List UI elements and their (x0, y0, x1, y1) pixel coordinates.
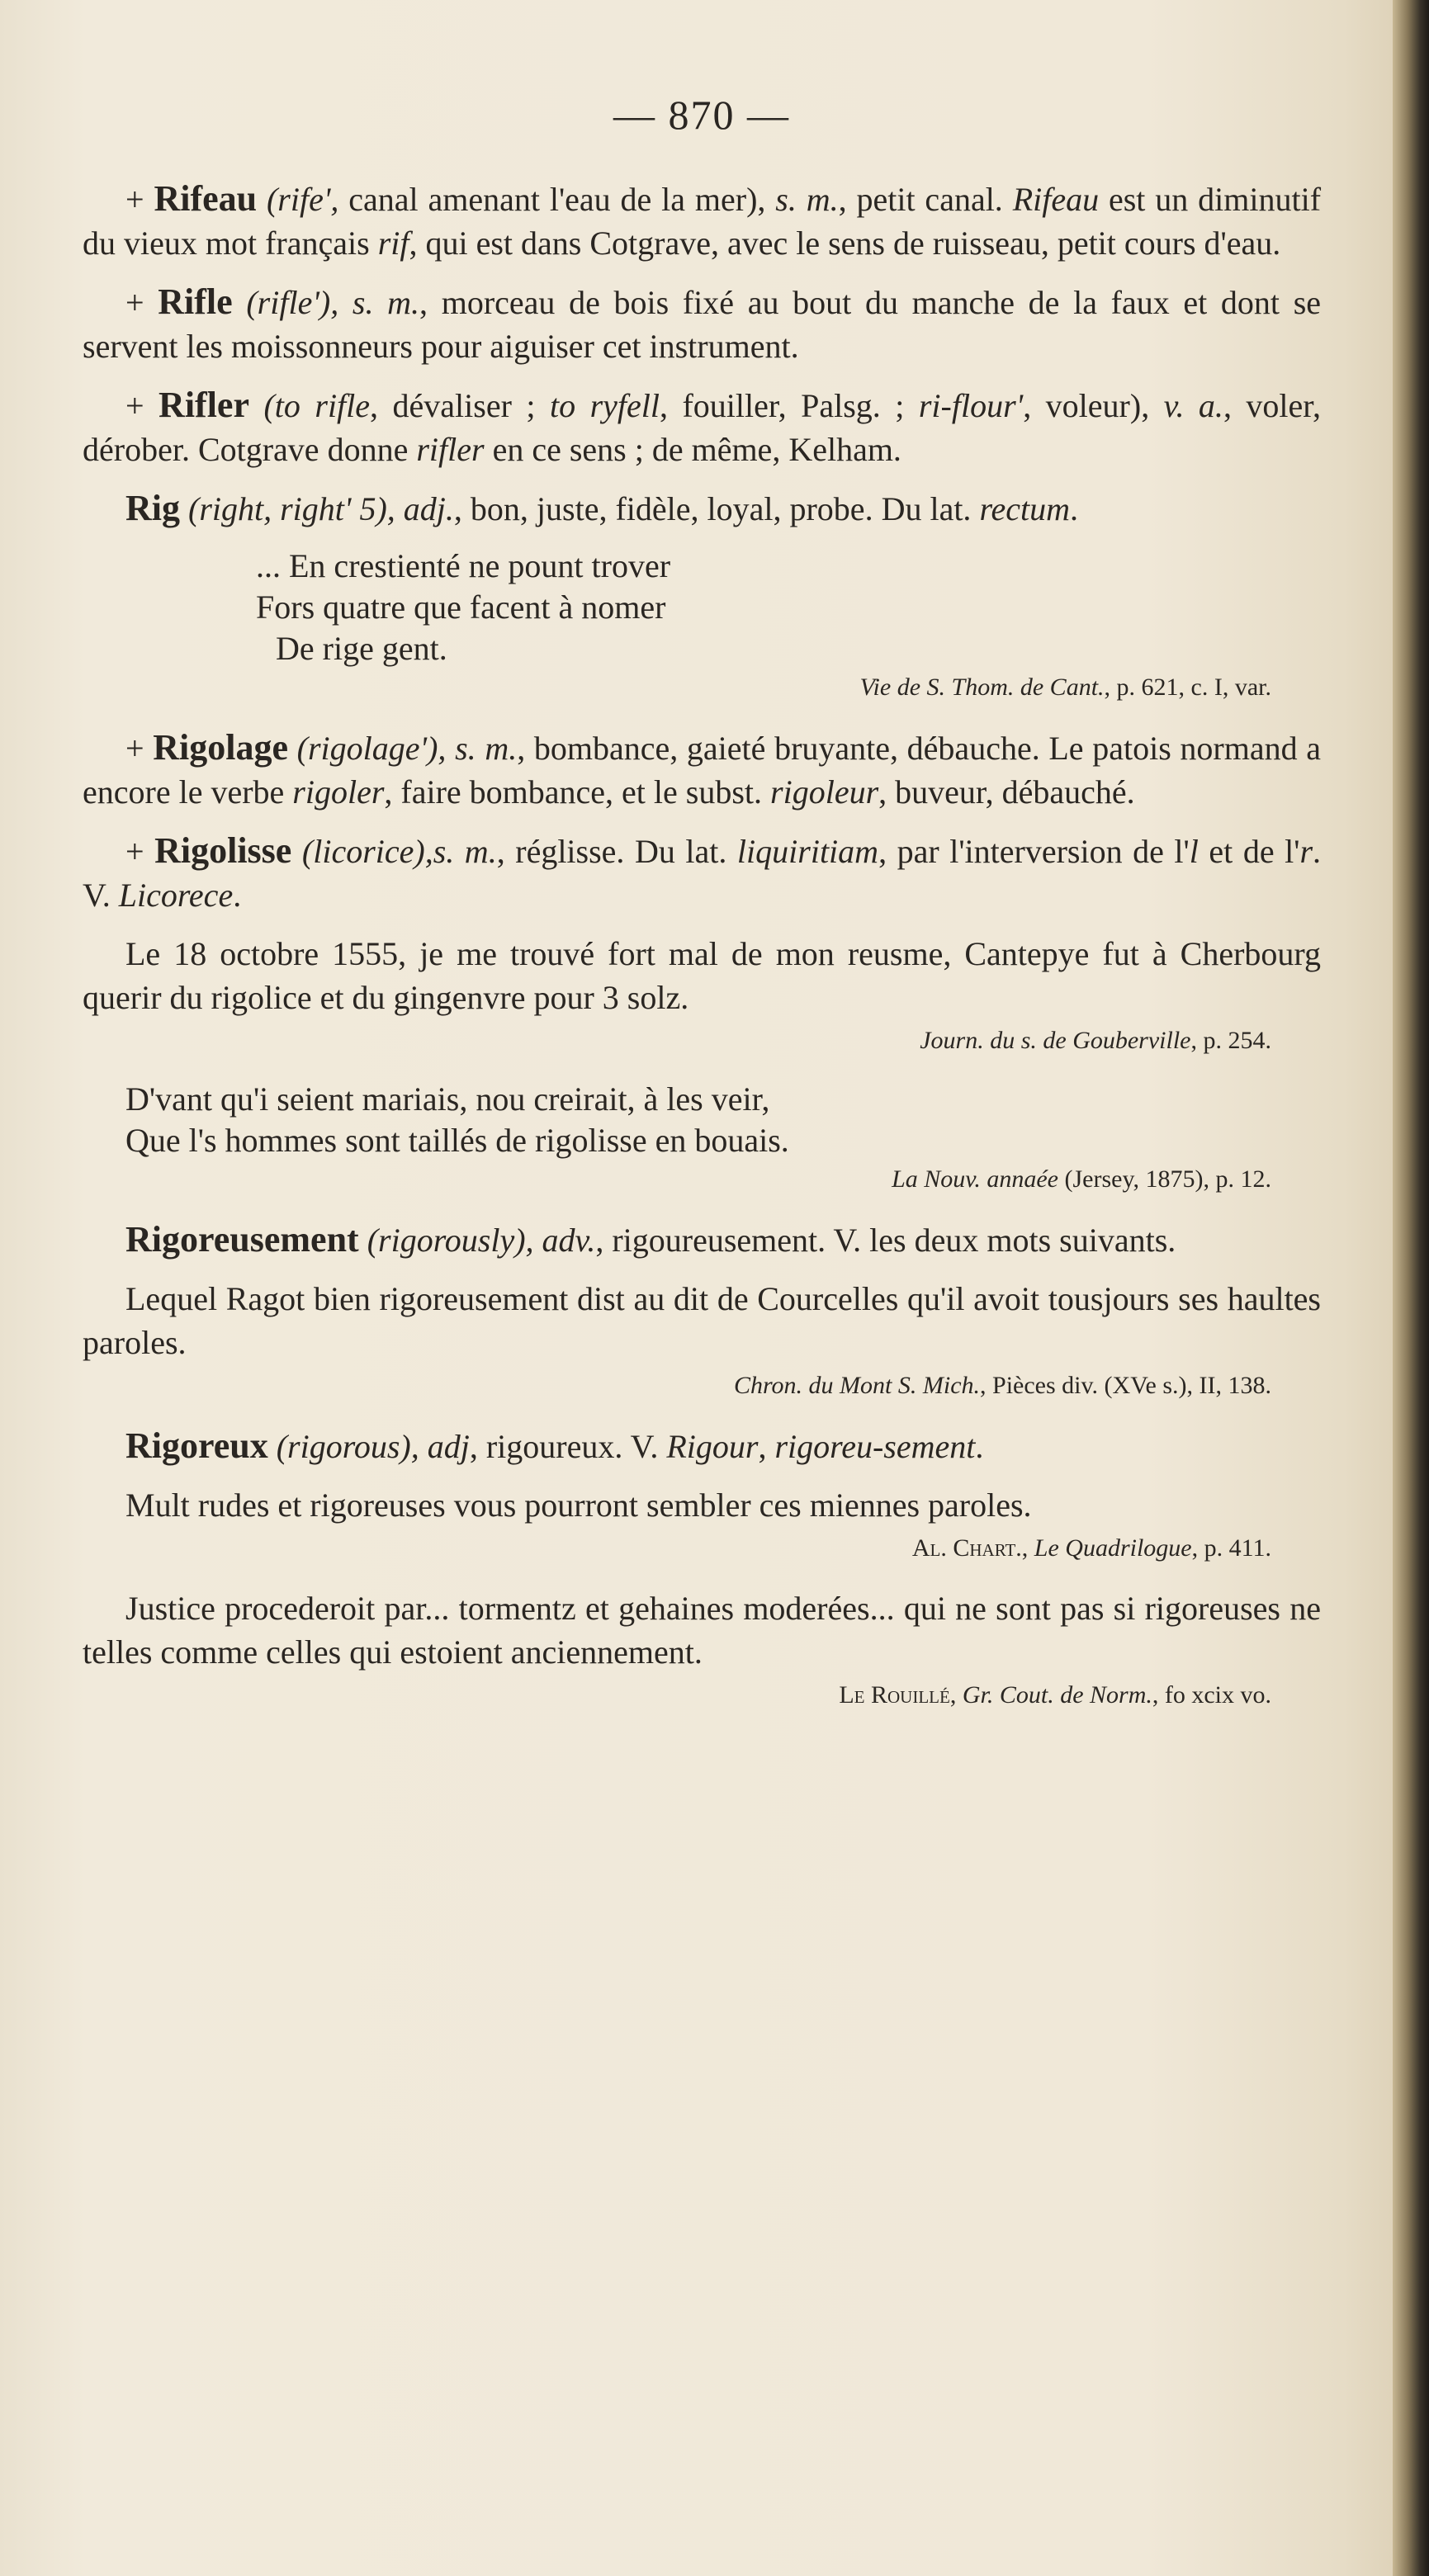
definition-text: et de l' (1198, 833, 1300, 870)
italic-term: rectum (979, 490, 1071, 527)
grammar-label: adj. (403, 490, 454, 527)
definition-text: , buveur, débauché. (878, 773, 1135, 811)
entry-rig (83, 486, 1321, 531)
headword: Rigoreux (125, 1425, 268, 1466)
definition-text: . (1070, 490, 1079, 527)
italic-term: rigoler (292, 773, 385, 811)
definition-text: , voler, dérober. Cotgrave donne (83, 387, 1322, 468)
citation-ref: (Jersey, 1875), p. 12. (1058, 1165, 1271, 1193)
etymology: (rife', (266, 181, 339, 218)
italic-term: liquiritiam (736, 833, 879, 870)
quote-verse-rigolisse (125, 1079, 1321, 1161)
citation-sep: , (1021, 1534, 1034, 1562)
citation-author: Le Rouillé (839, 1681, 950, 1709)
definition-text: , morceau de bois fixé au bout du manche de la faux et dont se servent les moissonneurs pour aiguiser cet instrument. (83, 284, 1322, 365)
entry-rigoreux (83, 1424, 1321, 1468)
definition-text: , dévaliser ; (370, 387, 550, 424)
definition-text: , par l'interversion de l' (878, 833, 1190, 870)
etymology: (rigorously), (367, 1222, 534, 1259)
headword: Rigolage (153, 727, 288, 768)
citation-author: Al. Chart. (911, 1534, 1022, 1562)
etymology: (rigorous), (276, 1428, 419, 1465)
italic-term: rigoreu-sement (774, 1428, 976, 1465)
definition-text: , faire bombance, et le subst. (384, 773, 771, 811)
plus-mark: + (125, 730, 144, 767)
definition-text: . (233, 877, 242, 914)
quote-prose: Justice procederoit par... tormentz et gehaines moderées... qui ne sont pas si rigoreuses ne telles comme celles qui estoient anciennement. (83, 1590, 1321, 1671)
entry-rifle (83, 280, 1321, 368)
entry-rigolisse (83, 829, 1321, 917)
italic-term: rigoleur (770, 773, 879, 811)
headword: Rigoreusement (125, 1219, 359, 1260)
italic-term: rif (377, 225, 409, 262)
etymology: (licorice), (301, 833, 433, 870)
verse-line: De rige gent. (276, 630, 447, 667)
plus-mark: + (125, 387, 144, 424)
citation-source: La Nouv. annaée (892, 1165, 1058, 1193)
citation-source: Journ. du s. de Gouberville (920, 1027, 1191, 1054)
citation-ref: , p. 411. (1191, 1534, 1271, 1562)
italic-term: rifler (416, 431, 485, 468)
citation (83, 1368, 1321, 1404)
etymology: (rigolage'), (296, 730, 447, 767)
quote-prose: Le 18 octobre 1555, je me trouvé fort mal de mon reusme, Cantepye fut à Cherbourg querir du rigolice et du gingenvre pour 3 solz. (83, 935, 1321, 1016)
citation (83, 1023, 1321, 1059)
plus-mark: + (125, 833, 144, 870)
definition-text: , rigoureux. V. (469, 1428, 667, 1465)
italic-term: r (1299, 833, 1313, 870)
definition-text: , bombance, gaieté bruyante, débauche. Le patois normand a encore le verbe (83, 730, 1322, 811)
grammar-label: s. m. (433, 833, 497, 870)
quote-prose: Lequel Ragot bien rigoreusement dist au dit de Courcelles qu'il avoit tousjours ses haultes paroles. (83, 1280, 1321, 1361)
definition-text: canal amenant l'eau de la mer), (338, 181, 776, 218)
page-number: — 870 — (613, 92, 790, 138)
verse-line: D'vant qu'i seient mariais, nou creirait, à les veir, (125, 1080, 770, 1118)
plus-mark: + (125, 181, 144, 218)
etymology: (right, right' 5), (188, 490, 395, 527)
entry-rigoreusement (83, 1217, 1321, 1262)
grammar-label: s. m. (455, 730, 518, 767)
definition-text: , voleur), (1023, 387, 1164, 424)
citation (83, 669, 1321, 706)
grammar-label: s. m. (775, 181, 839, 218)
entry-rifeau (83, 177, 1321, 265)
italic-term: Licorece (118, 877, 234, 914)
definition-text: . V. (83, 833, 1322, 914)
definition-text: , fouiller, Palsg. ; (660, 387, 919, 424)
definition-text: en ce sens ; de même, Kelham. (484, 431, 901, 468)
citation-ref: , Pièces div. (XVe s.), II, 138. (980, 1372, 1271, 1399)
italic-term: Rigour (666, 1428, 759, 1465)
citation-source: Le Quadrilogue (1034, 1534, 1192, 1562)
etymology: (to rifle (263, 387, 371, 424)
definition-text: est un diminutif du vieux mot français (83, 181, 1322, 262)
entry-rigolage (83, 726, 1321, 814)
citation (83, 1677, 1321, 1713)
page-content (83, 91, 1321, 1733)
binding-edge (1393, 0, 1429, 2576)
quote-prose: Mult rudes et rigoreuses vous pourront sembler ces miennes paroles. (125, 1487, 1032, 1524)
grammar-label: s. m. (352, 284, 420, 321)
citation (83, 1530, 1321, 1567)
definition-text: , bon, juste, fidèle, loyal, probe. Du lat. (453, 490, 980, 527)
headword: Rifeau (154, 178, 258, 219)
italic-term: l (1189, 833, 1199, 870)
citation-source: Vie de S. Thom. de Cant. (859, 674, 1105, 701)
headword: Rifle (158, 281, 233, 322)
citation-source: Chron. du Mont S. Mich. (733, 1372, 981, 1399)
definition-text: , réglisse. Du lat. (496, 833, 737, 870)
grammar-label: adj (427, 1428, 470, 1465)
citation-source: Gr. Cout. de Norm. (962, 1681, 1152, 1709)
citation-ref: , p. 621, c. I, var. (1104, 674, 1271, 701)
etymology: (rifle'), (246, 284, 339, 321)
definition-text: , (758, 1428, 775, 1465)
verse-line: Fors quatre que facent à nomer (256, 588, 666, 626)
citation-ref: , p. 254. (1190, 1027, 1271, 1054)
italic-term: to ryfell (549, 387, 660, 424)
verse-line: Que l's hommes sont taillés de rigolisse en bouais. (125, 1122, 789, 1159)
definition-text: . (975, 1428, 984, 1465)
citation (83, 1161, 1321, 1198)
italic-term: ri-flour' (918, 387, 1024, 424)
verse-line: ... En crestienté ne pount trover (256, 547, 671, 584)
quote-verse-rig (256, 546, 1321, 669)
italic-term: Rifeau (1012, 181, 1100, 218)
plus-mark: + (125, 284, 144, 321)
headword: Rifler (159, 385, 249, 425)
definition-text: , qui est dans Cotgrave, avec le sens de ruisseau, petit cours d'eau. (409, 225, 1281, 262)
citation-ref: , fo xcix vo. (1152, 1681, 1271, 1709)
definition-text: , petit canal. (838, 181, 1013, 218)
entry-rifler (83, 383, 1321, 471)
headword: Rigolisse (154, 830, 292, 871)
headword: Rig (125, 488, 180, 528)
citation-sep: , (949, 1681, 963, 1709)
grammar-label: adv. (542, 1222, 596, 1259)
grammar-label: v. a. (1163, 387, 1223, 424)
definition-text: , rigoureusement. V. les deux mots suivants. (595, 1222, 1176, 1259)
